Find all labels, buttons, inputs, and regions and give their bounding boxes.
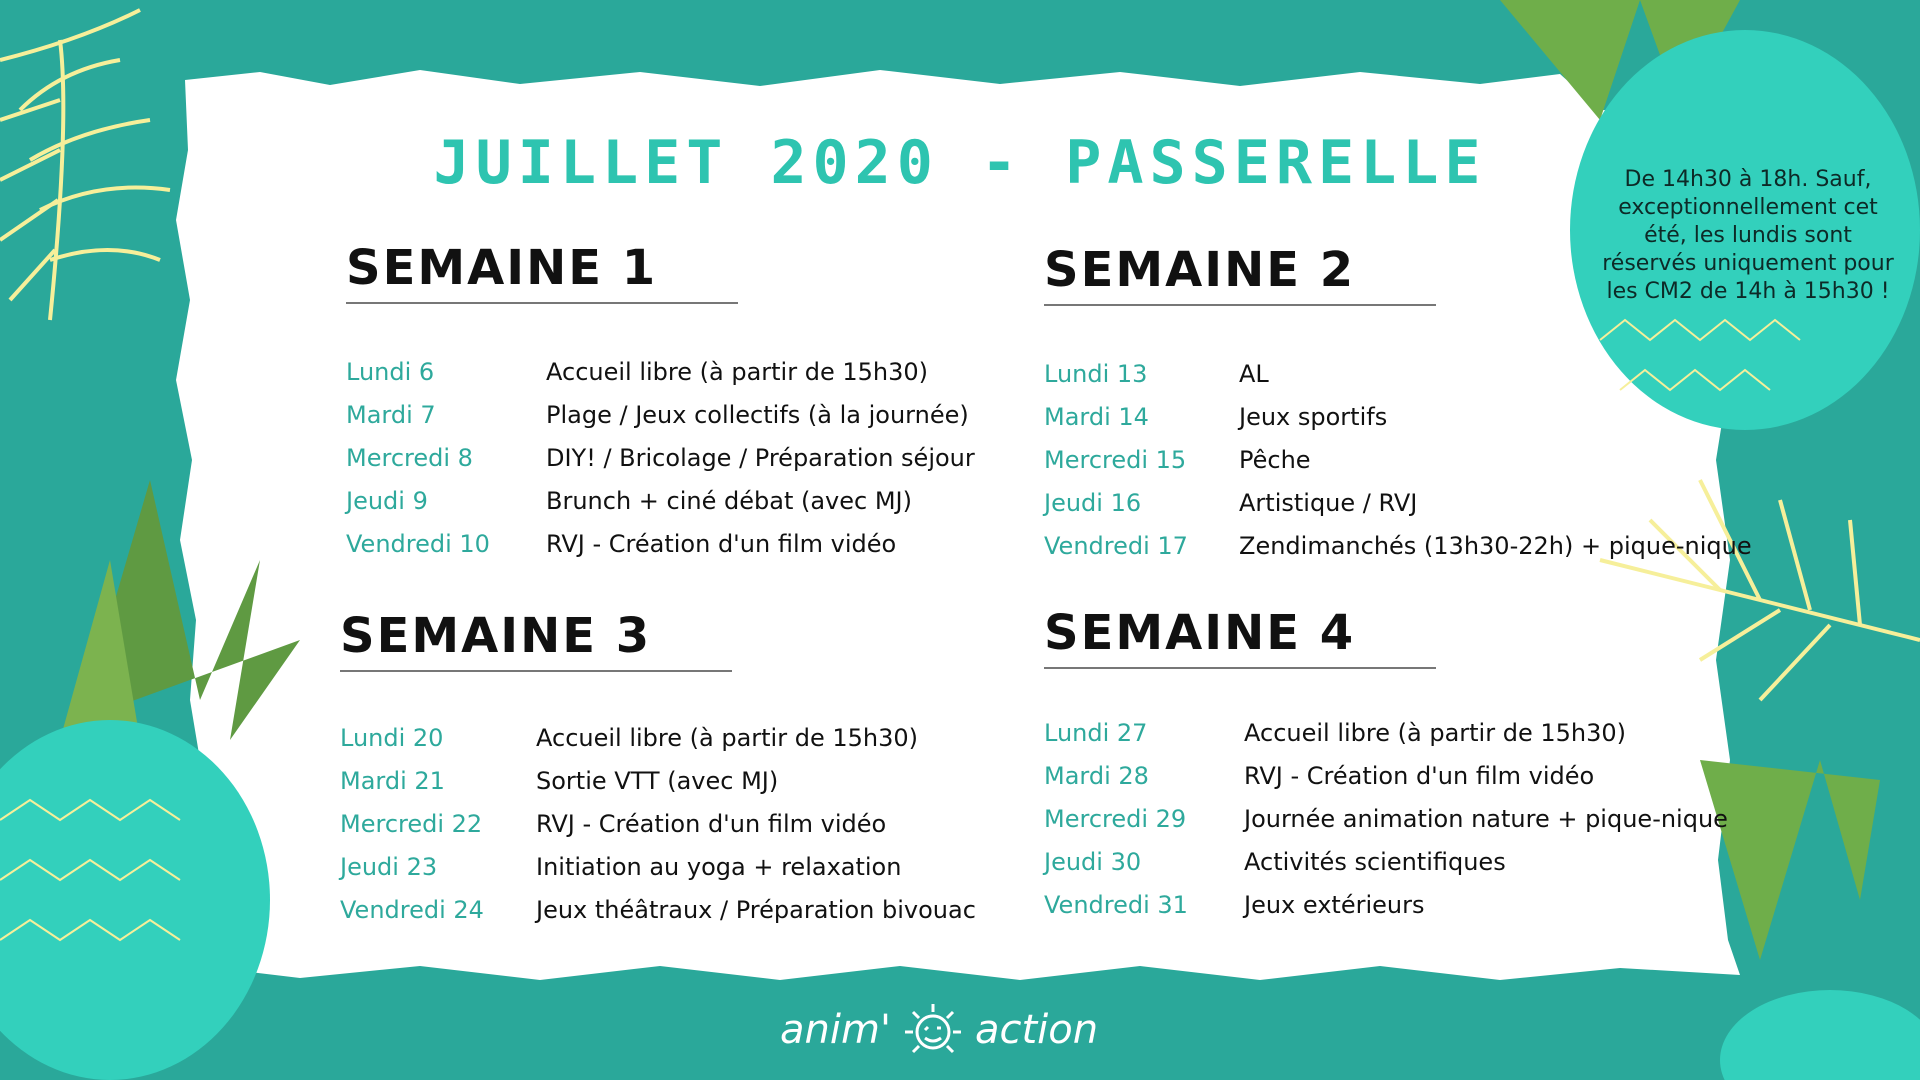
schedule-row bbox=[1044, 840, 1728, 883]
day-label: Mardi 14 bbox=[1044, 402, 1149, 431]
week-heading: SEMAINE 3 bbox=[340, 608, 652, 664]
activity-label: Brunch + ciné débat (avec MJ) bbox=[546, 486, 912, 515]
schedule-row bbox=[340, 759, 976, 802]
day-label: Vendredi 17 bbox=[1044, 531, 1188, 560]
week-heading: SEMAINE 4 bbox=[1044, 605, 1356, 661]
activity-label: RVJ - Création d'un film vidéo bbox=[546, 529, 897, 558]
schedule-row bbox=[1044, 524, 1752, 567]
activity-label: AL bbox=[1239, 359, 1269, 388]
activity-label: Sortie VTT (avec MJ) bbox=[536, 766, 779, 795]
schedule-row bbox=[1044, 754, 1728, 797]
schedule-row bbox=[346, 350, 975, 393]
schedule-row bbox=[1044, 438, 1752, 481]
pineapple-bottom-right bbox=[1700, 760, 1920, 1080]
schedule-row bbox=[340, 802, 976, 845]
schedule-row bbox=[346, 393, 975, 436]
day-label: Mercredi 29 bbox=[1044, 804, 1187, 833]
day-label: Vendredi 10 bbox=[346, 529, 490, 558]
day-label: Mercredi 8 bbox=[346, 443, 473, 472]
heading-divider bbox=[346, 302, 738, 304]
schedule-row bbox=[340, 716, 976, 759]
activity-label: Accueil libre (à partir de 15h30) bbox=[536, 723, 918, 752]
schedule-row bbox=[1044, 481, 1752, 524]
schedule-row bbox=[1044, 797, 1728, 840]
schedule-note: De 14h30 à 18h. Sauf, exceptionnellement cet été, les lundis sont réservés uniquement pour les CM2 de 14h à 15h30 ! bbox=[1602, 167, 1894, 304]
day-label: Lundi 6 bbox=[346, 357, 435, 386]
schedule-row bbox=[340, 888, 976, 931]
schedule-row bbox=[346, 436, 975, 479]
page-title: JUILLET 2020 - PASSERELLE bbox=[433, 128, 1487, 198]
week-3-section bbox=[340, 608, 976, 931]
week-1-section bbox=[346, 240, 975, 565]
activity-label: DIY! / Bricolage / Préparation séjour bbox=[546, 443, 975, 472]
schedule-row bbox=[1044, 352, 1752, 395]
activity-label: RVJ - Création d'un film vidéo bbox=[536, 809, 887, 838]
day-label: Mardi 7 bbox=[346, 400, 436, 429]
activity-label: Initiation au yoga + relaxation bbox=[536, 852, 902, 881]
logo-text-right: action bbox=[974, 1007, 1099, 1053]
activity-label: Accueil libre (à partir de 15h30) bbox=[1244, 718, 1626, 747]
day-label: Jeudi 9 bbox=[346, 486, 428, 515]
activity-label: Jeux sportifs bbox=[1239, 402, 1388, 431]
activity-label: Zendimanchés (13h30-22h) + pique-nique bbox=[1239, 531, 1752, 560]
activity-label: Artistique / RVJ bbox=[1239, 488, 1418, 517]
activity-label: Plage / Jeux collectifs (à la journée) bbox=[546, 400, 969, 429]
heading-divider bbox=[1044, 667, 1436, 669]
day-label: Mardi 28 bbox=[1044, 761, 1149, 790]
schedule-row bbox=[1044, 395, 1752, 438]
day-label: Vendredi 24 bbox=[340, 895, 484, 924]
schedule-row bbox=[1044, 711, 1728, 754]
day-label: Mardi 21 bbox=[340, 766, 445, 795]
logo-text-left: anim' bbox=[780, 1007, 891, 1053]
week-heading: SEMAINE 2 bbox=[1044, 242, 1356, 298]
day-label: Jeudi 16 bbox=[1044, 488, 1142, 517]
day-label: Jeudi 23 bbox=[340, 852, 438, 881]
heading-divider bbox=[1044, 304, 1436, 306]
schedule-row bbox=[1044, 883, 1728, 926]
activity-label: Activités scientifiques bbox=[1244, 847, 1506, 876]
day-label: Lundi 20 bbox=[340, 723, 444, 752]
activity-label: Pêche bbox=[1239, 445, 1311, 474]
schedule-row bbox=[346, 479, 975, 522]
sun-face-icon bbox=[901, 1000, 965, 1060]
anim-action-logo bbox=[780, 1000, 1098, 1060]
week-heading: SEMAINE 1 bbox=[346, 240, 658, 296]
day-label: Lundi 13 bbox=[1044, 359, 1148, 388]
day-label: Jeudi 30 bbox=[1044, 847, 1142, 876]
day-label: Vendredi 31 bbox=[1044, 890, 1188, 919]
week-4-section bbox=[1044, 605, 1728, 926]
activity-label: RVJ - Création d'un film vidéo bbox=[1244, 761, 1595, 790]
schedule-row bbox=[340, 845, 976, 888]
activity-label: Jeux extérieurs bbox=[1244, 890, 1425, 919]
day-label: Mercredi 15 bbox=[1044, 445, 1187, 474]
day-label: Mercredi 22 bbox=[340, 809, 483, 838]
schedule-row bbox=[346, 522, 975, 565]
day-label: Lundi 27 bbox=[1044, 718, 1148, 747]
activity-label: Jeux théâtraux / Préparation bivouac bbox=[536, 895, 976, 924]
activity-label: Journée animation nature + pique-nique bbox=[1244, 804, 1728, 833]
activity-label: Accueil libre (à partir de 15h30) bbox=[546, 357, 928, 386]
heading-divider bbox=[340, 670, 732, 672]
